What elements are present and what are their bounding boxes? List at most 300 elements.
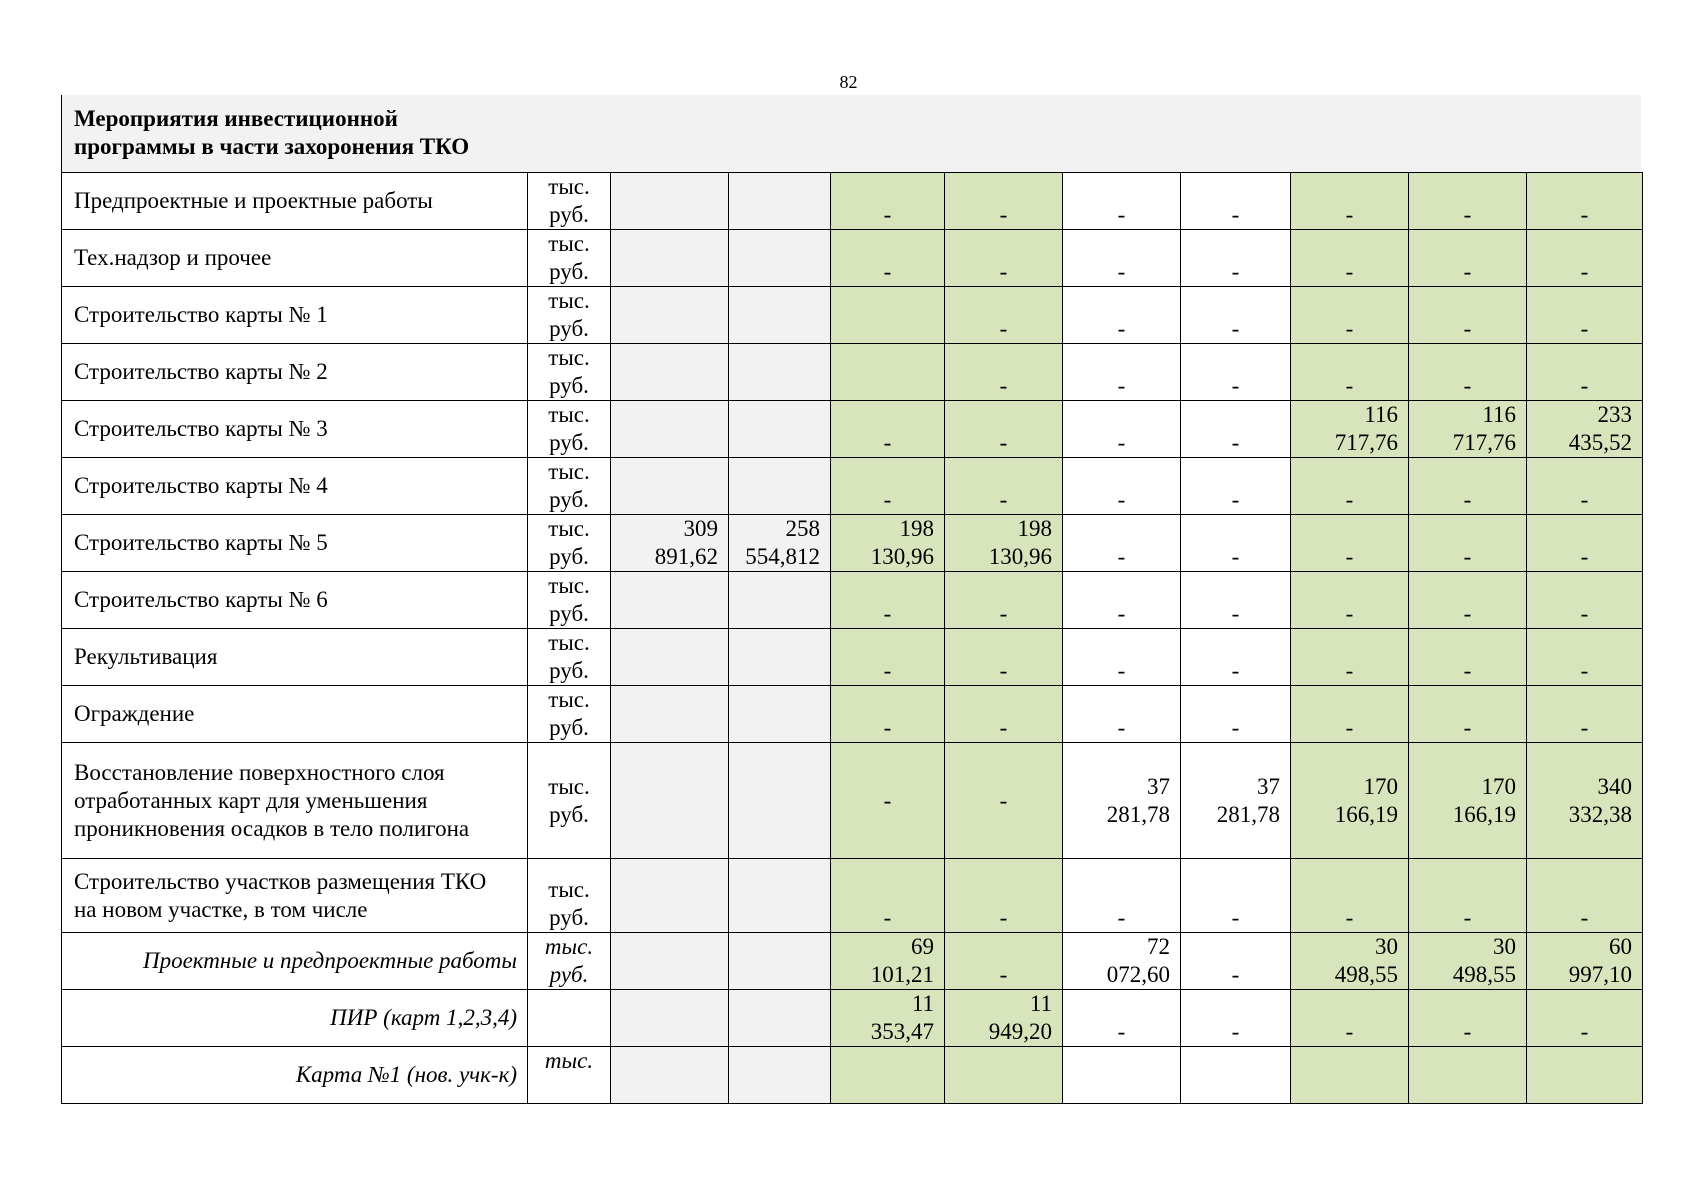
table-row <box>62 990 1643 1047</box>
value-cell <box>611 572 729 629</box>
row-name-text: Строительство карты № 4 <box>74 473 328 498</box>
value-line: - <box>883 787 892 813</box>
value-line: 309 <box>683 516 718 541</box>
value-line: 101,21 <box>870 962 934 987</box>
value-line: 281,78 <box>1216 801 1280 827</box>
value-cell <box>1527 686 1643 743</box>
value-line: - <box>999 430 1008 455</box>
value-line: 340 <box>1597 773 1632 799</box>
row-name-text: Предпроектные и проектные работы <box>74 188 433 213</box>
row-name-text: Строительство карты № 2 <box>74 359 328 384</box>
value-cell <box>831 686 945 743</box>
value-cell <box>945 458 1063 515</box>
value-cell <box>1063 990 1181 1047</box>
unit-line: тыс. <box>544 934 594 959</box>
value-cell <box>729 230 831 287</box>
row-name-text: Строительство карты № 6 <box>74 587 328 612</box>
value-cell <box>1409 173 1527 230</box>
value-cell <box>1291 990 1409 1047</box>
value-cell <box>1527 990 1643 1047</box>
row-unit <box>528 572 611 629</box>
value-line: 37 <box>1147 773 1170 799</box>
row-name-line: Строительство участков размещения ТКО <box>74 868 487 894</box>
value-line: 130,96 <box>870 544 934 569</box>
table-row <box>62 344 1643 401</box>
value-cell <box>1527 230 1643 287</box>
value-line: 891,62 <box>654 544 718 569</box>
value-cell <box>1409 629 1527 686</box>
value-cell <box>729 344 831 401</box>
value-cell <box>611 287 729 344</box>
row-unit <box>528 686 611 743</box>
value-line: - <box>1231 544 1240 569</box>
row-name <box>62 458 528 515</box>
table-row <box>62 230 1643 287</box>
value-cell <box>1181 686 1291 743</box>
value-line: 170 <box>1481 773 1516 799</box>
value-cell <box>611 933 729 990</box>
value-cell <box>945 743 1063 859</box>
value-cell <box>611 230 729 287</box>
value-cell <box>611 173 729 230</box>
value-cell <box>1291 572 1409 629</box>
unit-line: тыс. <box>548 516 590 541</box>
unit-line: руб. <box>549 430 589 455</box>
value-cell <box>1527 629 1643 686</box>
value-line: - <box>883 487 892 512</box>
unit-line: тыс. <box>548 288 590 313</box>
row-unit <box>528 230 611 287</box>
value-line: - <box>1345 601 1354 626</box>
section-header <box>61 95 1641 172</box>
unit-line: тыс. <box>548 231 590 256</box>
value-cell <box>729 401 831 458</box>
row-unit <box>528 990 611 1047</box>
value-line: - <box>1117 658 1126 683</box>
value-line: - <box>883 905 892 930</box>
value-line: - <box>1580 1019 1589 1044</box>
table-row <box>62 287 1643 344</box>
value-line: 30 <box>1493 934 1516 959</box>
value-cell <box>1409 287 1527 344</box>
investment-table <box>61 172 1643 1104</box>
value-line: - <box>999 487 1008 512</box>
value-line: - <box>1231 316 1240 341</box>
value-cell <box>611 990 729 1047</box>
value-cell <box>831 515 945 572</box>
value-line: 116 <box>1482 402 1516 427</box>
value-line: 498,55 <box>1334 962 1398 987</box>
section-title-line-1: Мероприятия инвестиционной <box>74 106 398 131</box>
value-cell <box>945 401 1063 458</box>
value-line: 116 <box>1364 402 1398 427</box>
row-name <box>62 990 528 1047</box>
value-line: 60 <box>1609 934 1632 959</box>
row-name <box>62 344 528 401</box>
value-cell <box>1409 572 1527 629</box>
value-line: - <box>1231 487 1240 512</box>
row-name <box>62 743 528 859</box>
value-cell <box>945 629 1063 686</box>
row-unit <box>528 859 611 933</box>
value-cell <box>1181 990 1291 1047</box>
value-line: 198 <box>899 516 934 541</box>
table-row <box>62 515 1643 572</box>
row-name <box>62 1047 528 1104</box>
value-cell <box>1527 401 1643 458</box>
value-cell <box>831 230 945 287</box>
value-line: 997,10 <box>1568 962 1632 987</box>
value-line: - <box>1117 430 1126 455</box>
value-cell <box>1063 859 1181 933</box>
value-line: 332,38 <box>1568 801 1632 827</box>
value-cell <box>945 990 1063 1047</box>
unit-line: тыс. <box>544 1048 594 1073</box>
value-cell <box>1409 686 1527 743</box>
value-cell <box>611 1047 729 1104</box>
value-cell <box>831 933 945 990</box>
section-title <box>74 105 469 161</box>
value-line: - <box>1345 202 1354 227</box>
value-cell <box>1291 344 1409 401</box>
value-cell <box>1181 743 1291 859</box>
value-cell <box>831 458 945 515</box>
row-name-text: Проектные и предпроектные работы <box>142 948 517 973</box>
value-cell <box>1063 629 1181 686</box>
value-cell <box>1181 515 1291 572</box>
value-line: - <box>883 601 892 626</box>
value-line: 353,47 <box>870 1019 934 1044</box>
value-cell <box>1291 743 1409 859</box>
table-row <box>62 686 1643 743</box>
row-unit <box>528 287 611 344</box>
value-line: - <box>1580 487 1589 512</box>
value-cell <box>1527 287 1643 344</box>
unit-line: руб. <box>549 905 589 930</box>
row-unit <box>528 401 611 458</box>
unit-line: тыс. <box>548 345 590 370</box>
row-name-line: отработанных карт для уменьшения <box>74 787 428 813</box>
value-line: - <box>999 905 1008 930</box>
value-line: - <box>1463 715 1472 740</box>
value-cell <box>1527 572 1643 629</box>
value-cell <box>1063 515 1181 572</box>
value-cell <box>831 743 945 859</box>
value-line: - <box>1463 544 1472 569</box>
value-cell <box>729 933 831 990</box>
value-cell <box>1063 686 1181 743</box>
row-name <box>62 173 528 230</box>
value-cell <box>1409 344 1527 401</box>
value-cell <box>945 572 1063 629</box>
unit-line: руб. <box>549 487 589 512</box>
unit-line <box>532 1018 606 1046</box>
value-line: 233 <box>1597 402 1632 427</box>
value-cell <box>611 458 729 515</box>
value-cell <box>729 859 831 933</box>
value-line: - <box>1117 905 1126 930</box>
row-name-text: Тех.надзор и прочее <box>74 245 272 270</box>
value-line: - <box>1231 430 1240 455</box>
value-line: - <box>1231 601 1240 626</box>
value-line: - <box>1345 373 1354 398</box>
value-line: - <box>1463 259 1472 284</box>
value-line: 554,812 <box>745 544 820 569</box>
row-name-text: ПИР (карт 1,2,3,4) <box>330 1005 517 1030</box>
value-line: 11 <box>1029 991 1052 1016</box>
value-cell <box>729 515 831 572</box>
value-cell <box>1291 458 1409 515</box>
value-line: - <box>1231 962 1240 987</box>
unit-line: тыс. <box>548 459 590 484</box>
value-cell <box>1409 458 1527 515</box>
row-name-text: Карта №1 (нов. учк-к) <box>295 1062 517 1087</box>
value-line: - <box>1463 316 1472 341</box>
value-line: - <box>883 658 892 683</box>
row-name <box>62 401 528 458</box>
value-line: - <box>1463 487 1472 512</box>
value-line: - <box>1231 373 1240 398</box>
value-cell <box>1291 173 1409 230</box>
table-row <box>62 401 1643 458</box>
value-cell <box>831 173 945 230</box>
value-line: 498,55 <box>1452 962 1516 987</box>
value-cell <box>1181 287 1291 344</box>
value-line: 166,19 <box>1334 801 1398 827</box>
value-line: 69 <box>911 934 934 959</box>
value-cell <box>945 230 1063 287</box>
value-line: - <box>1345 658 1354 683</box>
unit-line: руб. <box>549 544 589 569</box>
value-cell <box>729 173 831 230</box>
value-line: - <box>1463 202 1472 227</box>
value-cell <box>1409 230 1527 287</box>
row-unit <box>528 515 611 572</box>
value-line: - <box>999 658 1008 683</box>
value-line: 166,19 <box>1452 801 1516 827</box>
unit-line: тыс. <box>548 877 590 902</box>
table-row <box>62 173 1643 230</box>
value-cell <box>1063 401 1181 458</box>
unit-line: тыс. <box>548 402 590 427</box>
value-cell <box>831 572 945 629</box>
page-number: 82 <box>839 72 858 92</box>
value-line: - <box>999 373 1008 398</box>
value-line: 072,60 <box>1106 962 1170 987</box>
value-cell <box>1291 515 1409 572</box>
row-name-text: Строительство карты № 5 <box>74 530 328 555</box>
value-cell <box>831 629 945 686</box>
value-line: 281,78 <box>1106 801 1170 827</box>
value-cell <box>1181 572 1291 629</box>
value-line: - <box>1231 259 1240 284</box>
value-cell <box>831 401 945 458</box>
value-cell <box>1181 859 1291 933</box>
value-cell <box>1409 990 1527 1047</box>
value-cell <box>1181 173 1291 230</box>
value-cell <box>729 743 831 859</box>
value-line: - <box>1463 905 1472 930</box>
value-cell <box>831 344 945 401</box>
row-name-text: Строительство карты № 1 <box>74 302 328 327</box>
value-cell <box>1409 743 1527 859</box>
value-line: - <box>1580 259 1589 284</box>
unit-line: руб. <box>549 962 589 987</box>
value-line: - <box>1117 601 1126 626</box>
value-line: - <box>1580 373 1589 398</box>
value-cell <box>1409 401 1527 458</box>
value-line: - <box>1580 715 1589 740</box>
unit-line: тыс. <box>548 573 590 598</box>
value-cell <box>1409 1047 1527 1104</box>
table-row <box>62 572 1643 629</box>
unit-line: тыс. <box>548 630 590 655</box>
value-cell <box>1409 933 1527 990</box>
value-line: 37 <box>1257 773 1280 799</box>
value-cell <box>1181 933 1291 990</box>
unit-line: руб. <box>549 373 589 398</box>
value-line: - <box>1231 905 1240 930</box>
value-cell <box>1527 1047 1643 1104</box>
value-line: - <box>999 202 1008 227</box>
value-line: - <box>999 787 1008 813</box>
value-line: - <box>999 962 1008 987</box>
value-cell <box>1527 933 1643 990</box>
value-line: - <box>1345 316 1354 341</box>
value-cell <box>1527 173 1643 230</box>
value-cell <box>1291 230 1409 287</box>
value-cell <box>1063 287 1181 344</box>
value-cell <box>1181 344 1291 401</box>
value-line: - <box>1117 202 1126 227</box>
value-line: - <box>1580 601 1589 626</box>
value-line: - <box>1345 715 1354 740</box>
unit-line: тыс. <box>548 773 590 799</box>
value-cell <box>945 686 1063 743</box>
row-unit <box>528 743 611 859</box>
value-cell <box>1063 458 1181 515</box>
value-cell <box>729 458 831 515</box>
row-name-line: Восстановление поверхностного слоя <box>74 759 445 785</box>
value-line: - <box>1580 202 1589 227</box>
value-cell <box>1291 629 1409 686</box>
unit-line: руб. <box>549 801 589 827</box>
value-line: - <box>1463 373 1472 398</box>
value-cell <box>1181 401 1291 458</box>
value-cell <box>1291 287 1409 344</box>
value-line: 130,96 <box>988 544 1052 569</box>
row-name <box>62 572 528 629</box>
value-line: - <box>1231 658 1240 683</box>
value-line: - <box>1117 487 1126 512</box>
value-line: 30 <box>1375 934 1398 959</box>
value-cell <box>945 515 1063 572</box>
value-line: - <box>1345 487 1354 512</box>
value-line: - <box>999 601 1008 626</box>
value-cell <box>611 686 729 743</box>
value-cell <box>1527 458 1643 515</box>
value-line: 435,52 <box>1568 430 1632 455</box>
row-unit <box>528 1047 611 1104</box>
unit-line: тыс. <box>548 174 590 199</box>
value-line: - <box>999 715 1008 740</box>
value-line: - <box>1345 1019 1354 1044</box>
value-line: - <box>1117 544 1126 569</box>
value-cell <box>1063 1047 1181 1104</box>
value-cell <box>945 933 1063 990</box>
row-name-text: Рекультивация <box>74 644 218 669</box>
row-name-text: Ограждение <box>74 701 195 726</box>
value-line: 11 <box>911 991 934 1016</box>
table-row <box>62 629 1643 686</box>
value-line: - <box>883 259 892 284</box>
value-line: - <box>1231 1019 1240 1044</box>
value-line: - <box>883 715 892 740</box>
value-line: - <box>883 202 892 227</box>
value-cell <box>1063 572 1181 629</box>
value-line: - <box>999 259 1008 284</box>
value-cell <box>1409 859 1527 933</box>
value-cell <box>611 401 729 458</box>
value-cell <box>1063 230 1181 287</box>
value-cell <box>945 1047 1063 1104</box>
value-line: - <box>1117 1019 1126 1044</box>
value-cell <box>611 515 729 572</box>
value-cell <box>831 859 945 933</box>
value-line: 170 <box>1363 773 1398 799</box>
value-cell <box>1527 859 1643 933</box>
value-cell <box>729 287 831 344</box>
value-cell <box>1063 933 1181 990</box>
table-row <box>62 859 1643 933</box>
row-name <box>62 287 528 344</box>
value-line: 72 <box>1147 934 1170 959</box>
value-line: - <box>1345 905 1354 930</box>
value-line: - <box>1117 316 1126 341</box>
value-cell <box>1181 458 1291 515</box>
row-unit <box>528 629 611 686</box>
value-line: - <box>1463 1019 1472 1044</box>
value-cell <box>1063 743 1181 859</box>
row-name <box>62 933 528 990</box>
value-cell <box>1291 401 1409 458</box>
table-row <box>62 933 1643 990</box>
row-name-line: проникновения осадков в тело полигона <box>74 815 470 841</box>
unit-line: руб. <box>549 601 589 626</box>
value-line: - <box>1463 658 1472 683</box>
value-cell <box>611 859 729 933</box>
table-row <box>62 743 1643 859</box>
unit-line: руб. <box>549 316 589 341</box>
unit-line: руб. <box>549 202 589 227</box>
row-name <box>62 859 528 933</box>
table-row <box>62 458 1643 515</box>
unit-line: руб. <box>549 259 589 284</box>
value-cell <box>729 572 831 629</box>
value-cell <box>729 629 831 686</box>
value-line: 198 <box>1017 516 1052 541</box>
value-cell <box>611 743 729 859</box>
value-cell <box>1527 344 1643 401</box>
unit-line <box>532 990 606 1018</box>
value-line: - <box>1117 373 1126 398</box>
unit-line: тыс. <box>548 687 590 712</box>
unit-line <box>532 1075 606 1103</box>
value-cell <box>611 344 729 401</box>
unit-line: руб. <box>549 715 589 740</box>
value-line: - <box>1345 259 1354 284</box>
row-name <box>62 629 528 686</box>
